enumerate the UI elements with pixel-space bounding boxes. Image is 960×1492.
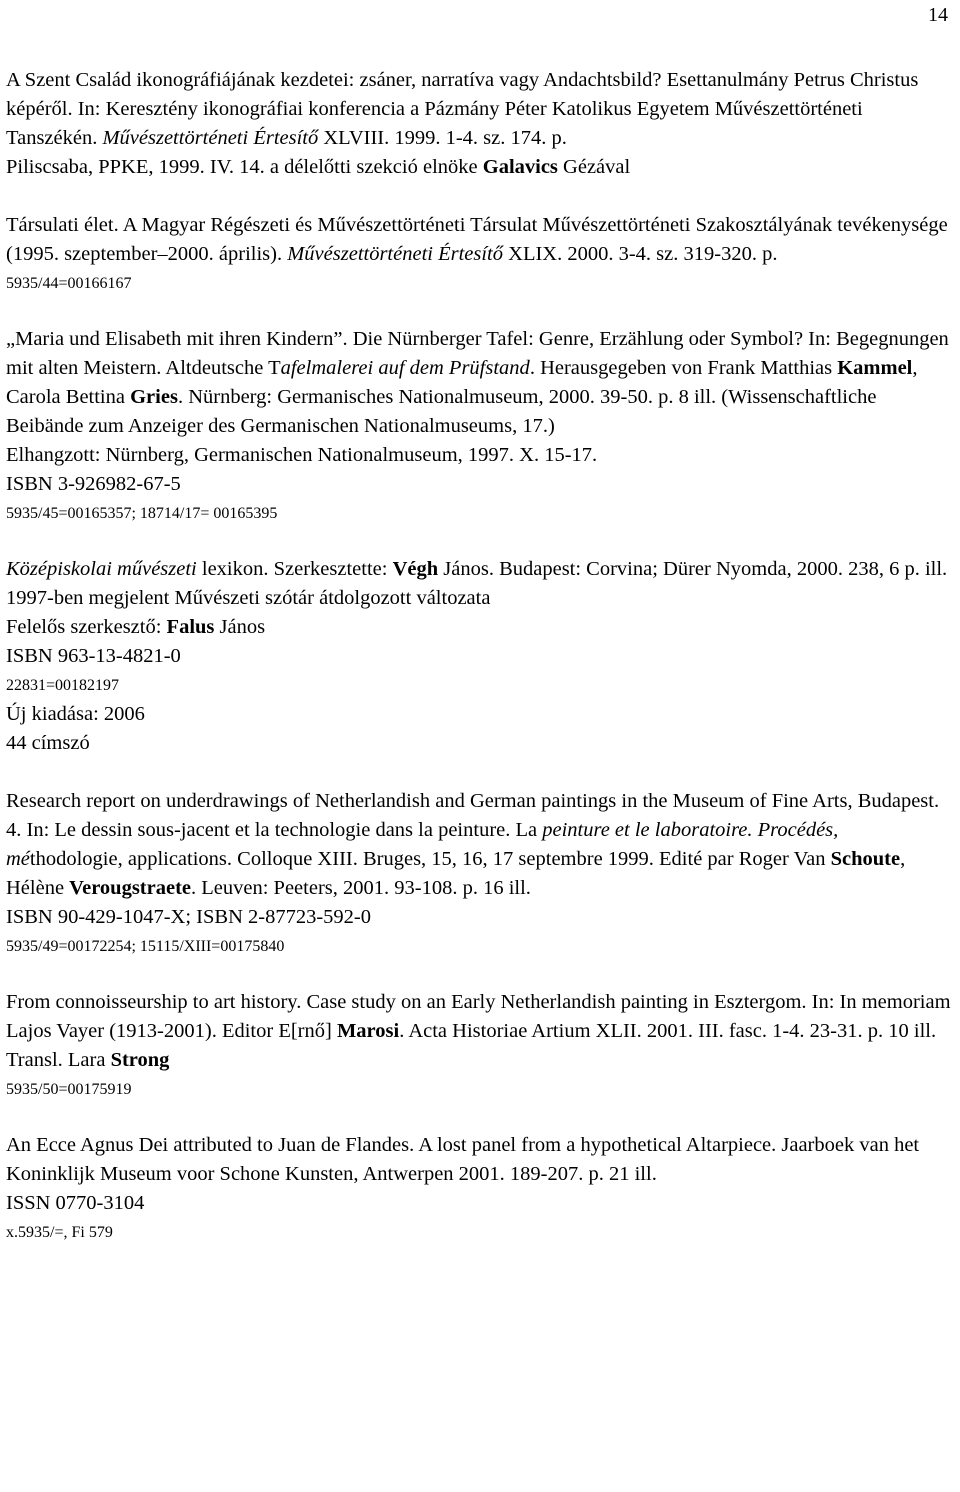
call-number: 5935/44=00166167 <box>6 275 132 292</box>
bibliography <box>6 66 956 1247</box>
entry-citation: A Szent Család ikonográfiájának kezdetei: zsáner, narratíva vagy Andachtsbild? Esettanulmány Petrus Christus képéről. In: Keresztény ikonográfiai konferencia a Pázmány Péter Katolikus Egyetem Művészettörténeti Tanszékén. Művészettörténeti Értesítő XLVIII. 1999. 1-4. sz. 174. p. <box>6 69 919 149</box>
entry-tarsulati-elet <box>6 211 956 298</box>
isbn: ISBN 3-926982-67-5 <box>6 473 181 495</box>
editor-name: Verougstraete <box>69 877 192 899</box>
journal-title: Művészettörténeti Értesítő <box>287 243 504 265</box>
entry-ecce-agnus-dei <box>6 1131 956 1247</box>
editor-name: Végh <box>392 558 439 580</box>
call-number: 22831=00182197 <box>6 677 120 694</box>
entry-citation: An Ecce Agnus Dei attributed to Juan de Flandes. A lost panel from a hypothetical Altarpiece. Jaarboek van het Koninklijk Museum voor Schone Kunsten, Antwerpen 2001. 189-207. p. 21 ill. <box>6 1134 920 1185</box>
isbn: ISBN 963-13-4821-0 <box>6 645 181 667</box>
editor-name: Kammel <box>837 357 913 379</box>
entry-citation: Research report on underdrawings of Netherlandish and German paintings in the Museum of Fine Arts, Budapest. 4. In: Le dessin sous-jacent et la technologie dans la peinture. La peinture et le laboratoire. Procédés, méthodologie, applications. Colloque XIII. Bruges, 15, 16, 17 septembre 1999. Edité par Roger Van Schoute, Hélène Verougstraete. Leuven: Peeters, 2001. 93-108. p. 16 ill. <box>6 790 940 899</box>
person-name: Galavics <box>482 156 558 178</box>
editor-name: Falus <box>166 616 215 638</box>
entry-note: Felelős szerkesztő: Falus János <box>6 616 266 638</box>
editor-name: Schoute <box>830 848 901 870</box>
entry-citation: Középiskolai művészeti lexikon. Szerkesztette: Végh János. Budapest: Corvina; Dürer Nyomda, 2000. 238, 6 p. ill. <box>6 558 948 580</box>
entry-note: Elhangzott: Nürnberg, Germanischen Nationalmuseum, 1997. X. 15-17. <box>6 444 598 466</box>
entry-note: Új kiadása: 2006 <box>6 703 145 725</box>
entry-citation: Társulati élet. A Magyar Régészeti és Művészettörténeti Társulat Művészettörténeti Szakosztályának tevékenysége (1995. szeptember–2000. április). Művészettörténeti Értesítő XLIX. 2000. 3-4. sz. 319-320. p. <box>6 214 948 265</box>
call-number: 5935/45=00165357; 18714/17= 00165395 <box>6 505 278 522</box>
entry-citation: From connoisseurship to art history. Case study on an Early Netherlandish painting in Esztergom. In: In memoriam Lajos Vayer (1913-2001). Editor E[rnő] Marosi. Acta Historiae Artium XLII. 2001. III. fasc. 1-4. 23-31. p. 10 ill. <box>6 991 951 1042</box>
entry-note: Transl. Lara Strong <box>6 1049 170 1071</box>
entry-citation: „Maria und Elisabeth mit ihren Kindern”. Die Nürnberger Tafel: Genre, Erzählung oder Symbol? In: Begegnungen mit alten Meistern. Altdeutsche Tafelmalerei auf dem Prüfstand. Herausgegeben von Frank Matthias Kammel, Carola Bettina Gries. Nürnberg: Germanisches Nationalmuseum, 2000. 39-50. p. 8 ill. (Wissenschaftliche Beibände zum Anzeiger des Germanischen Nationalmuseums, 17.) <box>6 328 949 437</box>
editor-name: Gries <box>130 386 178 408</box>
issn: ISSN 0770-3104 <box>6 1192 145 1214</box>
entry-kozepiskolai-lexikon <box>6 555 956 758</box>
call-number: 5935/49=00172254; 15115/XIII=00175840 <box>6 938 285 955</box>
journal-title: Művészettörténeti Értesítő <box>102 127 319 149</box>
isbn: ISBN 90-429-1047-X; ISBN 2-87723-592-0 <box>6 906 371 928</box>
page-number: 14 <box>928 4 948 26</box>
entry-note: 44 címszó <box>6 732 90 754</box>
call-number: x.5935/=, Fi 579 <box>6 1224 113 1241</box>
entry-maria-und-elisabeth <box>6 325 956 528</box>
entry-connoisseurship <box>6 988 956 1104</box>
call-number: 5935/50=00175919 <box>6 1081 132 1098</box>
editor-name: Marosi <box>336 1020 400 1042</box>
translator-name: Strong <box>110 1049 170 1071</box>
entry-note: 1997-ben megjelent Művészeti szótár átdolgozott változata <box>6 587 491 609</box>
entry-note: Piliscsaba, PPKE, 1999. IV. 14. a délelőtti szekció elnöke Galavics Gézával <box>6 156 631 178</box>
entry-szent-csalad <box>6 66 956 182</box>
entry-research-report <box>6 787 956 961</box>
